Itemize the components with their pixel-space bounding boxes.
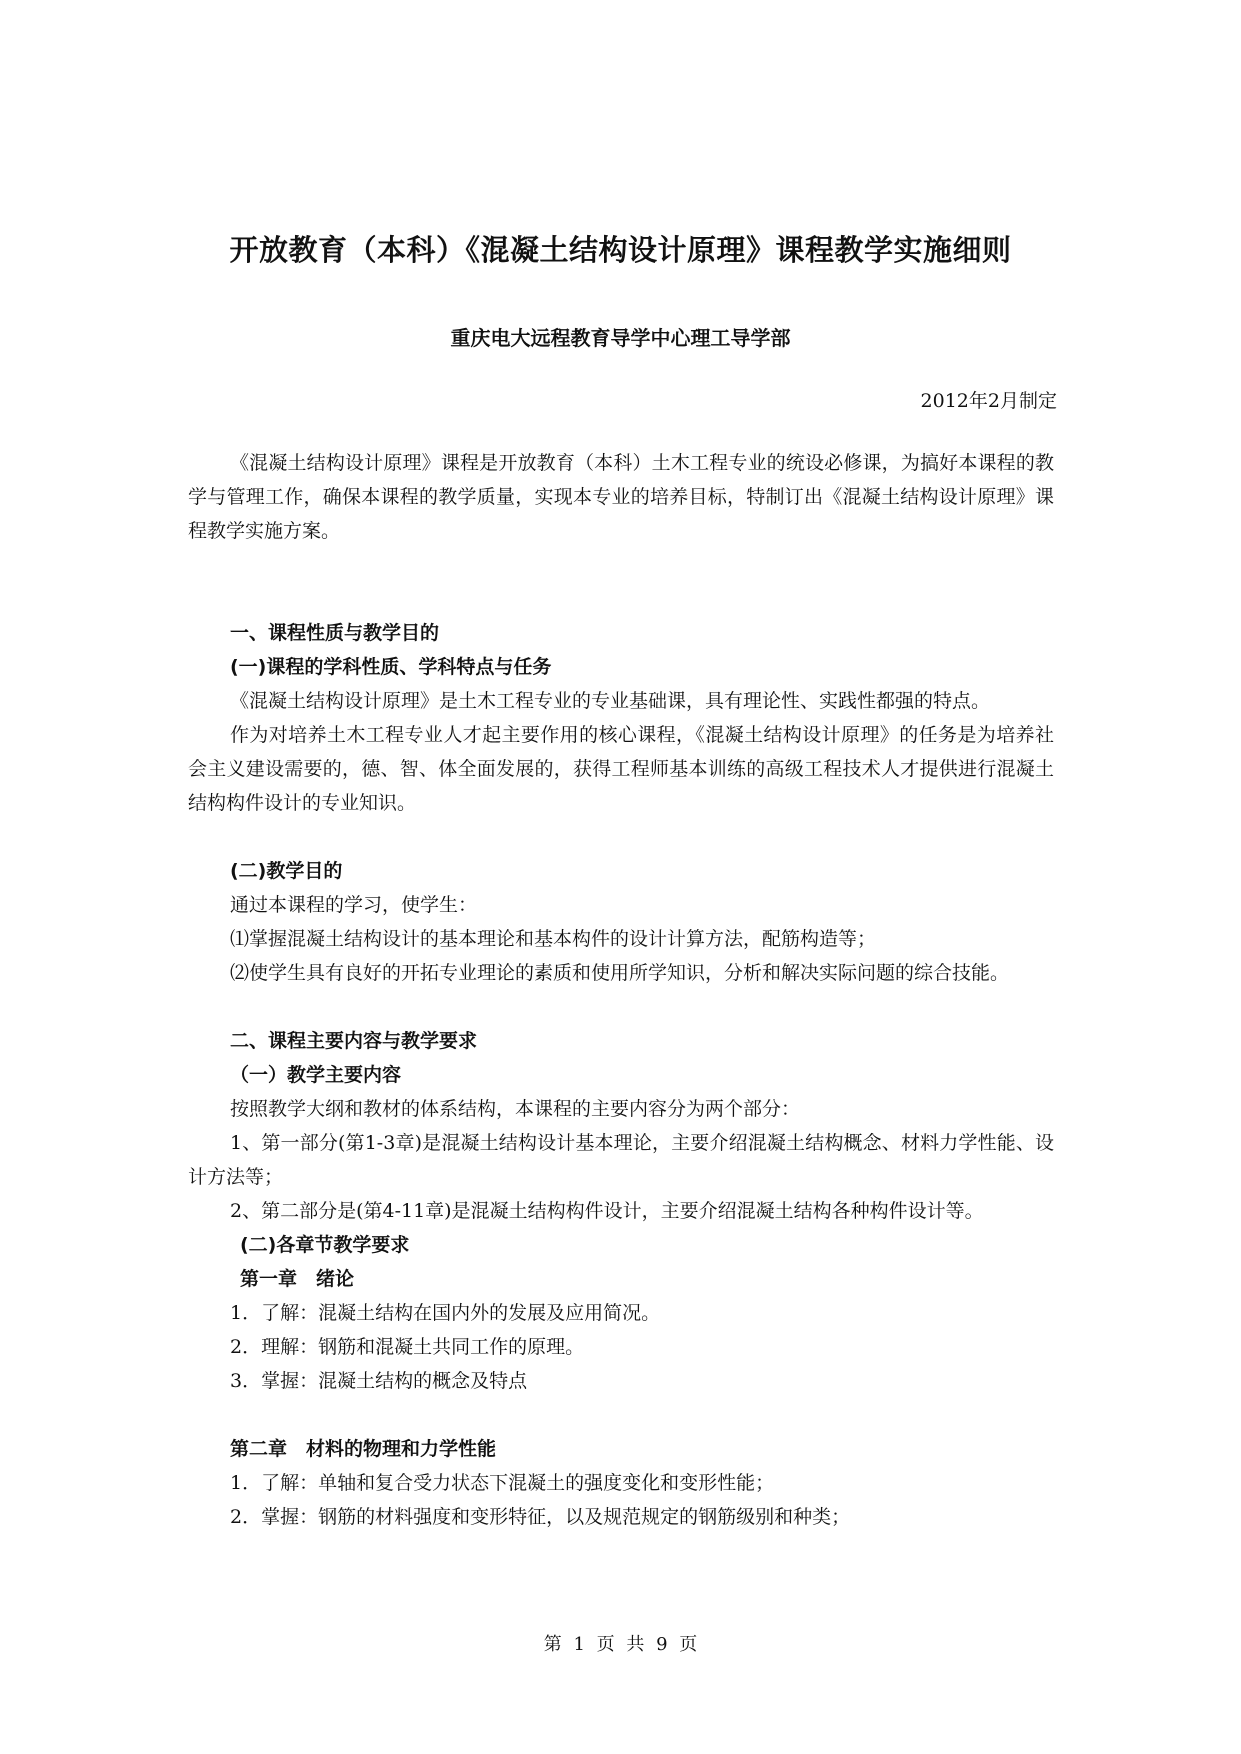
- section-2-paragraph-1: 按照教学大纲和教材的体系结构，本课程的主要内容分为两个部分：: [230, 1098, 801, 1120]
- section-1-sub-2-heading: (二)教学目的: [230, 860, 343, 882]
- document-body: [188, 446, 1054, 1534]
- chapter-1-item: 3．掌握：混凝土结构的概念及特点: [230, 1370, 528, 1392]
- section-1-paragraph-3: 通过本课程的学习，使学生：: [230, 894, 478, 916]
- section-1-paragraph-2: 作为对培养土木工程专业人才起主要作用的核心课程，《混凝土结构设计原理》的任务是为培养社会主义建设需要的，德、智、体全面发展的，获得工程师基本训练的高级工程技术人才提供进行混凝土结构构件设计的专业知识。: [188, 724, 1054, 814]
- section-2-sub-2-heading: (二)各章节教学要求: [240, 1234, 410, 1256]
- section-1-paragraph-1: 《混凝土结构设计原理》是土木工程专业的专业基础课，具有理论性、实践性都强的特点。: [230, 690, 991, 712]
- section-2-sub-1-heading: （一）教学主要内容: [230, 1064, 402, 1086]
- chapter-2-item: 2．掌握：钢筋的材料强度和变形特征，以及规范规定的钢筋级别和种类；: [230, 1506, 851, 1528]
- section-2-heading: 二、课程主要内容与教学要求: [230, 1030, 478, 1052]
- chapter-1-title: 第一章 绪论: [240, 1268, 355, 1290]
- document-title: 开放教育（本科）《混凝土结构设计原理》课程教学实施细则: [229, 233, 1012, 267]
- page-number: 第 1 页 共 9 页: [543, 1634, 698, 1655]
- chapter-2-title: 第二章 材料的物理和力学性能: [230, 1438, 497, 1460]
- section-1-sub-1-heading: (一)课程的学科性质、学科特点与任务: [230, 656, 552, 678]
- section-1-paragraph-5: ⑵使学生具有良好的开拓专业理论的素质和使用所学知识，分析和解决实际问题的综合技能。: [230, 962, 1010, 984]
- section-1-paragraph-4: ⑴掌握混凝土结构设计的基本理论和基本构件的设计计算方法，配筋构造等；: [230, 928, 877, 950]
- chapter-1-item: 2．理解：钢筋和混凝土共同工作的原理。: [230, 1336, 585, 1358]
- section-2-paragraph-3: 2、第二部分是(第4-11章)是混凝土结构构件设计，主要介绍混凝土结构各种构件设计等。: [230, 1200, 984, 1222]
- section-1-heading: 一、课程性质与教学目的: [230, 622, 440, 644]
- document-subtitle: 重庆电大远程教育导学中心理工导学部: [450, 326, 791, 350]
- document-date: 2012年2月制定: [920, 390, 1057, 412]
- chapter-2-item: 1．了解：单轴和复合受力状态下混凝土的强度变化和变形性能；: [230, 1472, 775, 1494]
- section-2-paragraph-2: 1、第一部分(第1-3章)是混凝土结构设计基本理论，主要介绍混凝土结构概念、材料力学性能、设计方法等；: [188, 1132, 1054, 1188]
- intro-paragraph: 《混凝土结构设计原理》课程是开放教育（本科）土木工程专业的统设必修课，为搞好本课程的教学与管理工作，确保本课程的教学质量，实现本专业的培养目标，特制订出《混凝土结构设计原理》课程教学实施方案。: [188, 452, 1054, 542]
- chapter-1-item: 1．了解：混凝土结构在国内外的发展及应用简况。: [230, 1302, 661, 1324]
